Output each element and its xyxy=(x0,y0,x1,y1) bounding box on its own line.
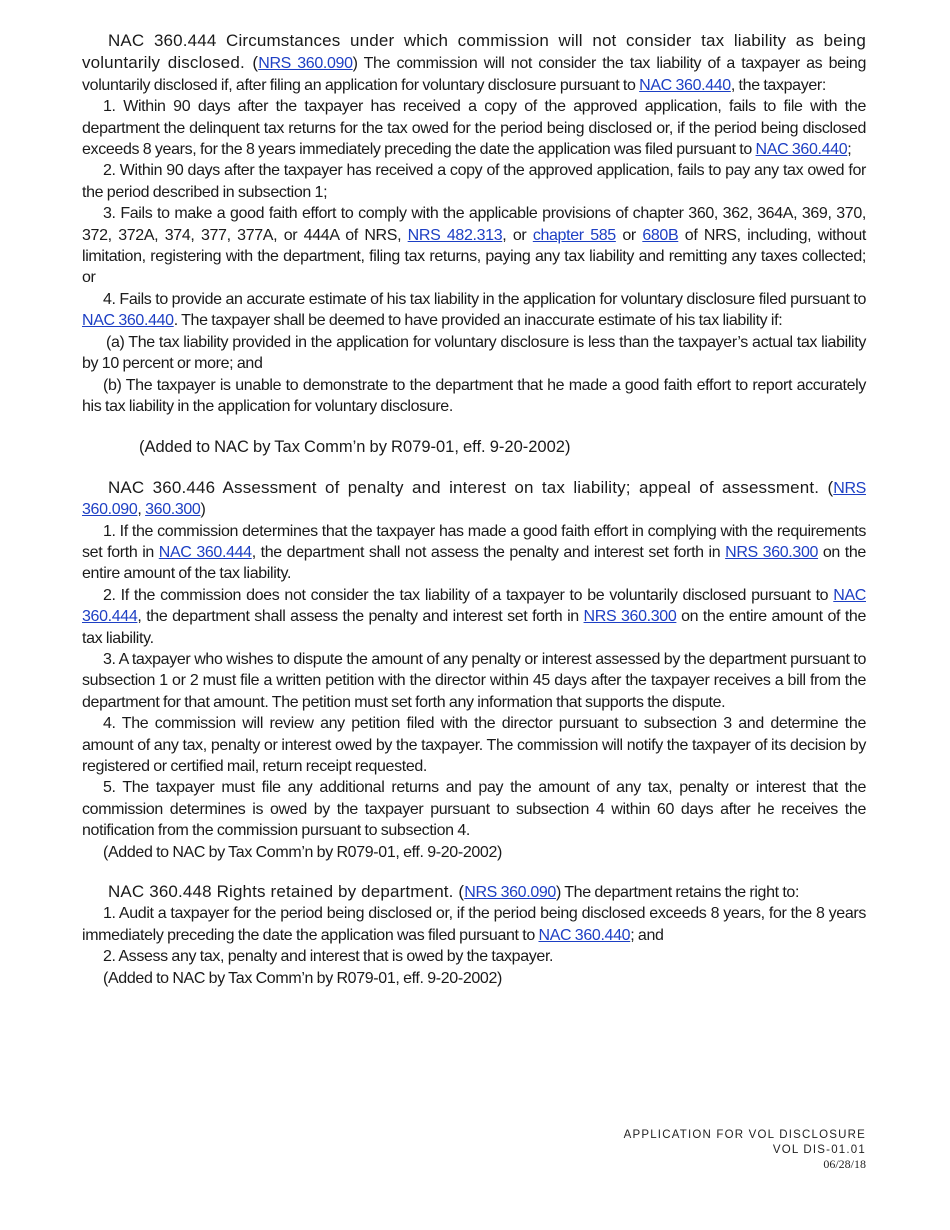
section-444-title: Circumstances under which commission will not consider tax liability as being voluntarily disclosed. ( xyxy=(82,31,866,73)
link-680b[interactable]: 680B xyxy=(642,226,679,244)
document-body xyxy=(82,30,866,989)
section-446-subsection-5: 5. The taxpayer must file any additional returns and pay the amount of any tax, penalty or interest that the commission determines is owed by the taxpayer pursuant to subsection 4 within 60 days after he receives the notification from the commission pursuant to subsection 4. xyxy=(82,779,866,840)
footer-form-title: APPLICATION FOR VOL DISCLOSURE xyxy=(623,1129,866,1141)
link-nrs-360-090[interactable]: NRS 360.090 xyxy=(82,479,866,519)
section-446-title: Assessment of penalty and interest on tax liability; appeal of assessment. ( xyxy=(215,477,834,497)
link-nrs-482-313[interactable]: NRS 482.313 xyxy=(407,226,503,244)
section-448-title-number: NAC 360.448 xyxy=(108,882,212,902)
link-nrs-360-090[interactable]: NRS 360.090 xyxy=(464,884,556,902)
link-nac-360-440[interactable]: NAC 360.440 xyxy=(639,76,731,94)
section-448-subsection-2: 2. Assess any tax, penalty and interest that is owed by the taxpayer. xyxy=(103,948,554,966)
section-448-history-note: (Added to NAC by Tax Comm’n by R079-01, eff. 9-20-2002) xyxy=(103,969,502,987)
section-444-subsection-3: 3. Fails to make a good faith effort to comply with the applicable provisions of chapter 360, 362, 364A, 369, 370, 372, 372A, 374, 377, 377A, or 444A of NRS, NRS 482.313, or chapter 585 or 680B of NRS, including, without limitation, registering with the department, filing tax returns, paying any tax liability and remitting any taxes collected; or xyxy=(82,205,866,287)
link-nac-360-440[interactable]: NAC 360.440 xyxy=(538,926,631,944)
section-446-subsection-4: 4. The commission will review any petition filed with the director pursuant to subsection 3 and determine the amount of any tax, penalty or interest owed by the taxpayer. The commission will notify the taxpayer of its decision by registered or certified mail, return receipt requested. xyxy=(82,715,866,775)
section-448-title: Rights retained by department. ( xyxy=(211,882,465,902)
link-nrs-360-300[interactable]: NRS 360.300 xyxy=(725,543,819,561)
link-360-300[interactable]: 360.300 xyxy=(145,501,201,519)
section-444-title-number: NAC 360.444 xyxy=(108,31,217,50)
link-nac-360-440[interactable]: NAC 360.440 xyxy=(82,312,174,330)
section-444-subsection-2: 2. Within 90 days after the taxpayer has received a copy of the approved application, fails to pay any tax owed for the period described in subsection 1; xyxy=(82,162,866,201)
section-446-title-number: NAC 360.446 xyxy=(108,477,216,497)
link-nac-360-444[interactable]: NAC 360.444 xyxy=(82,586,866,626)
link-nac-360-440[interactable]: NAC 360.440 xyxy=(755,141,848,159)
section-446-subsection-2: 2. If the commission does not consider the tax liability of a taxpayer to be voluntarily disclosed pursuant to NAC 360.444, the department shall assess the penalty and interest set forth in NRS 360.300 on the entire amount of the tax liability. xyxy=(82,586,867,647)
section-444-paragraph-a: (a) The tax liability provided in the application for voluntary disclosure is less than the taxpayer’s actual tax liability by 10 percent or more; and xyxy=(82,333,866,373)
section-444-paragraph-b: (b) The taxpayer is unable to demonstrate to the department that he made a good faith effort to report accurately his tax liability in the application for voluntary disclosure. xyxy=(82,376,866,415)
link-nrs-360-300[interactable]: NRS 360.300 xyxy=(583,608,677,626)
section-446-subsection-3: 3. A taxpayer who wishes to dispute the amount of any penalty or interest assessed by the department pursuant to subsection 1 or 2 must file a written petition with the director within 45 days after the taxpayer receives a bill from the department for that amount. The petition must set forth any information that supports the dispute. xyxy=(82,650,866,711)
footer-revision-date: 06/28/18 xyxy=(823,1157,866,1171)
link-nrs-360-090[interactable]: NRS 360.090 xyxy=(258,55,353,73)
section-448-intro: NAC 360.448 Rights retained by department. (NRS 360.090) The department retains the right to: xyxy=(108,882,800,902)
section-446-history-note: (Added to NAC by Tax Comm’n by R079-01, eff. 9-20-2002) xyxy=(103,843,502,861)
link-nac-360-444[interactable]: NAC 360.444 xyxy=(158,543,252,561)
footer-form-number: VOL DIS-01.01 xyxy=(772,1143,866,1156)
section-446-intro: NAC 360.446 Assessment of penalty and interest on tax liability; appeal of assessment. (NRS 360.090, 360.300) xyxy=(82,477,866,519)
section-446-subsection-1: 1. If the commission determines that the taxpayer has made a good faith effort in complying with the requirements set forth in NAC 360.444, the department shall not assess the penalty and interest set forth in NRS 360.300 on the entire amount of the tax liability. xyxy=(82,522,866,583)
page-footer xyxy=(624,1128,866,1172)
section-444-subsection-4: 4. Fails to provide an accurate estimate of his tax liability in the application for voluntary disclosure filed pursuant to NAC 360.440. The taxpayer shall be deemed to have provided an inaccurate estimate of his tax liability if: xyxy=(82,290,866,330)
link-chapter-585[interactable]: chapter 585 xyxy=(532,226,616,244)
section-444-intro: NAC 360.444 Circumstances under which commission will not consider tax liability as being voluntarily disclosed. (NRS 360.090) The commission will not consider the tax liability of a taxpayer as being voluntarily disclosed if, after filing an application for voluntary disclosure pursuant to NAC 360.440, the taxpayer: xyxy=(82,31,867,94)
section-444-subsection-1: 1. Within 90 days after the taxpayer has received a copy of the approved application, fails to file with the department the delinquent tax returns for the tax owed for the period being disclosed or, if the period being disclosed exceeds 8 years, for the 8 years immediately preceding the date the application was filed pursuant to NAC 360.440; xyxy=(82,98,866,159)
section-448-subsection-1: 1. Audit a taxpayer for the period being disclosed or, if the period being disclosed exceeds 8 years, for the 8 years immediately preceding the date the application was filed pursuant to NAC 360.440; and xyxy=(82,905,866,944)
section-444-history-note: (Added to NAC by Tax Comm’n by R079-01, eff. 9-20-2002) xyxy=(139,438,571,457)
